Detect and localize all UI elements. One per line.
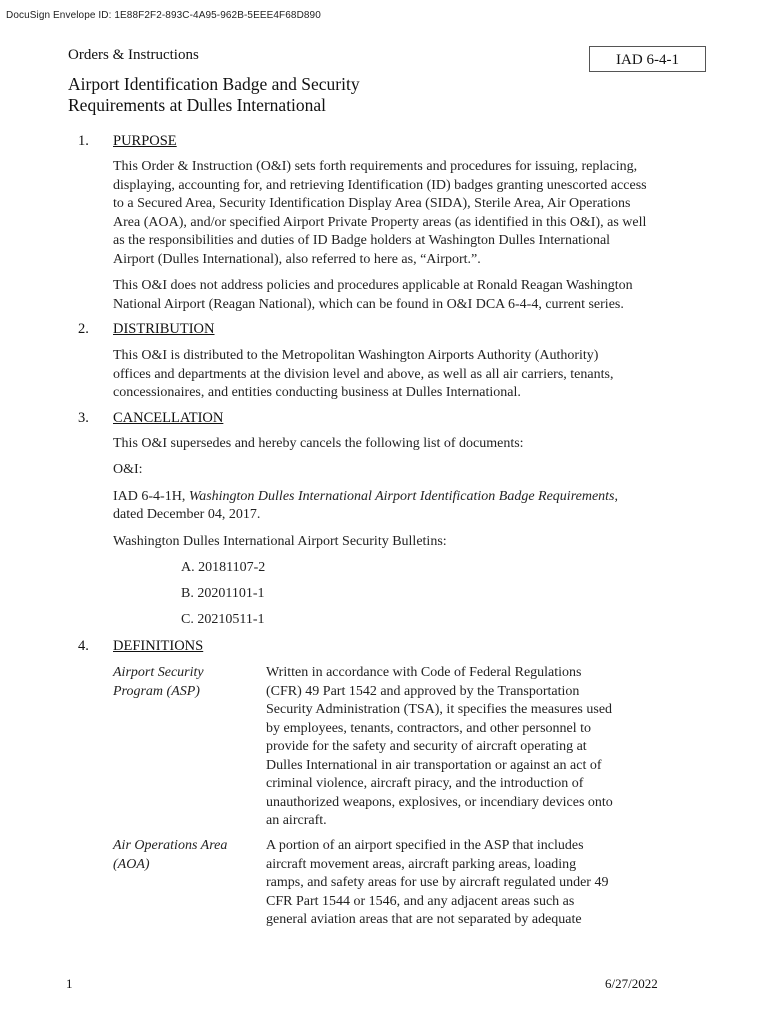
- text-line: Dulles International in air transportation or against an act of: [266, 757, 602, 773]
- cancelled-document-date: dated December 04, 2017.: [113, 507, 261, 522]
- text-line: CFR Part 1544 or 1546, and any adjacent areas such as: [266, 893, 575, 909]
- text-line: A portion of an airport specified in the ASP that includes: [266, 838, 584, 853]
- cancellation-intro: This O&I supersedes and hereby cancels the following list of documents:: [113, 436, 524, 451]
- definition-term-asp: [113, 664, 204, 701]
- text-line: concessionaires, and entities conducting business at Dulles International.: [113, 385, 521, 400]
- doc-title: Washington Dulles International Airport Identification Badge Requirements: [188, 489, 615, 504]
- section-number-purpose: 1.: [78, 133, 89, 149]
- text-line: Security Administration (TSA), it specifies the measures used: [266, 702, 613, 717]
- bulletins-label: Washington Dulles International Airport Security Bulletins:: [113, 534, 447, 549]
- text-line: Area (AOA), and/or specified Airport Private Property areas (as identified in this O&I), as well: [113, 214, 647, 230]
- text-line: by employees, tenants, contractors, and other personnel to: [266, 720, 592, 736]
- text-line: National Airport (Reagan National), which can be found in O&I DCA 6-4-4, current series.: [113, 296, 624, 312]
- text-line: to a Secured Area, Security Identification Display Area (SIDA), Sterile Area, Air Operations: [113, 196, 631, 211]
- doc-suffix: ,: [614, 489, 618, 504]
- text-line: general aviation areas that are not separated by adequate: [266, 912, 582, 927]
- text-line: (CFR) 49 Part 1542 and approved by the Transportation: [266, 683, 580, 699]
- section-number-distribution: 2.: [78, 321, 89, 337]
- text-line: Airport (Dulles International), also referred to here as, “Airport.”.: [113, 251, 481, 267]
- text-line: ramps, and safety areas for use by aircraft regulated under 49: [266, 875, 609, 890]
- text-line: This O&I does not address policies and procedures applicable at Ronald Reagan Washington: [113, 278, 633, 293]
- doc-prefix: IAD 6-4-1H,: [113, 489, 189, 504]
- definition-text-aoa: [266, 837, 608, 930]
- bulletin-item: A. 20181107-2: [181, 560, 266, 575]
- header-label: Orders & Instructions: [68, 47, 199, 63]
- text-line: unauthorized weapons, explosives, or incendiary devices onto: [266, 794, 613, 810]
- term-line: Airport Security: [113, 665, 204, 680]
- oi-label: O&I:: [113, 462, 143, 477]
- definition-term-aoa: [113, 837, 227, 874]
- term-line: Program (ASP): [113, 683, 200, 699]
- title-line: Requirements at Dulles International: [68, 95, 327, 115]
- term-line: (AOA): [113, 856, 150, 872]
- text-line: provide for the safety and security of aircraft operating at: [266, 739, 587, 754]
- text-line: as the responsibilities and duties of ID Badge holders at Washington Dulles International: [113, 233, 611, 248]
- doc-id-box: IAD 6-4-1: [589, 46, 706, 72]
- section-heading-purpose: PURPOSE: [113, 133, 177, 149]
- bulletin-item: B. 20201101-1: [181, 586, 265, 601]
- section-number-cancellation: 3.: [78, 410, 89, 426]
- text-line: aircraft movement areas, aircraft parking areas, loading: [266, 856, 577, 872]
- page-title: [68, 74, 360, 116]
- text-line: offices and departments at the division level and above, as well as all air carriers, tenants,: [113, 366, 614, 382]
- distribution-paragraph: [113, 347, 703, 403]
- footer-date: 6/27/2022: [605, 976, 658, 991]
- page-number: 1: [66, 976, 73, 991]
- text-line: This O&I is distributed to the Metropolitan Washington Airports Authority (Authority): [113, 348, 599, 363]
- title-line: Airport Identification Badge and Security: [68, 74, 360, 94]
- bulletin-item: C. 20210511-1: [181, 612, 265, 627]
- section-heading-cancellation: CANCELLATION: [113, 410, 224, 426]
- purpose-paragraph-1: [113, 158, 703, 269]
- purpose-paragraph-2: [113, 277, 703, 314]
- text-line: criminal violence, aircraft piracy, and the introduction of: [266, 776, 584, 791]
- text-line: This Order & Instruction (O&I) sets forth requirements and procedures for issuing, replacing,: [113, 159, 638, 174]
- text-line: an aircraft.: [266, 813, 327, 828]
- section-number-definitions: 4.: [78, 638, 89, 654]
- text-line: Written in accordance with Code of Federal Regulations: [266, 665, 582, 680]
- section-heading-definitions: DEFINITIONS: [113, 638, 204, 654]
- text-line: displaying, accounting for, and retrieving Identification (ID) badges granting unescorted access: [113, 177, 647, 193]
- docusign-envelope-id: DocuSign Envelope ID: 1E88F2F2-893C-4A95-962B-5EEE4F68D890: [6, 10, 321, 21]
- term-line: Air Operations Area: [113, 838, 228, 853]
- cancelled-document: [113, 489, 618, 505]
- section-heading-distribution: DISTRIBUTION: [113, 321, 215, 337]
- definition-text-asp: [266, 664, 613, 831]
